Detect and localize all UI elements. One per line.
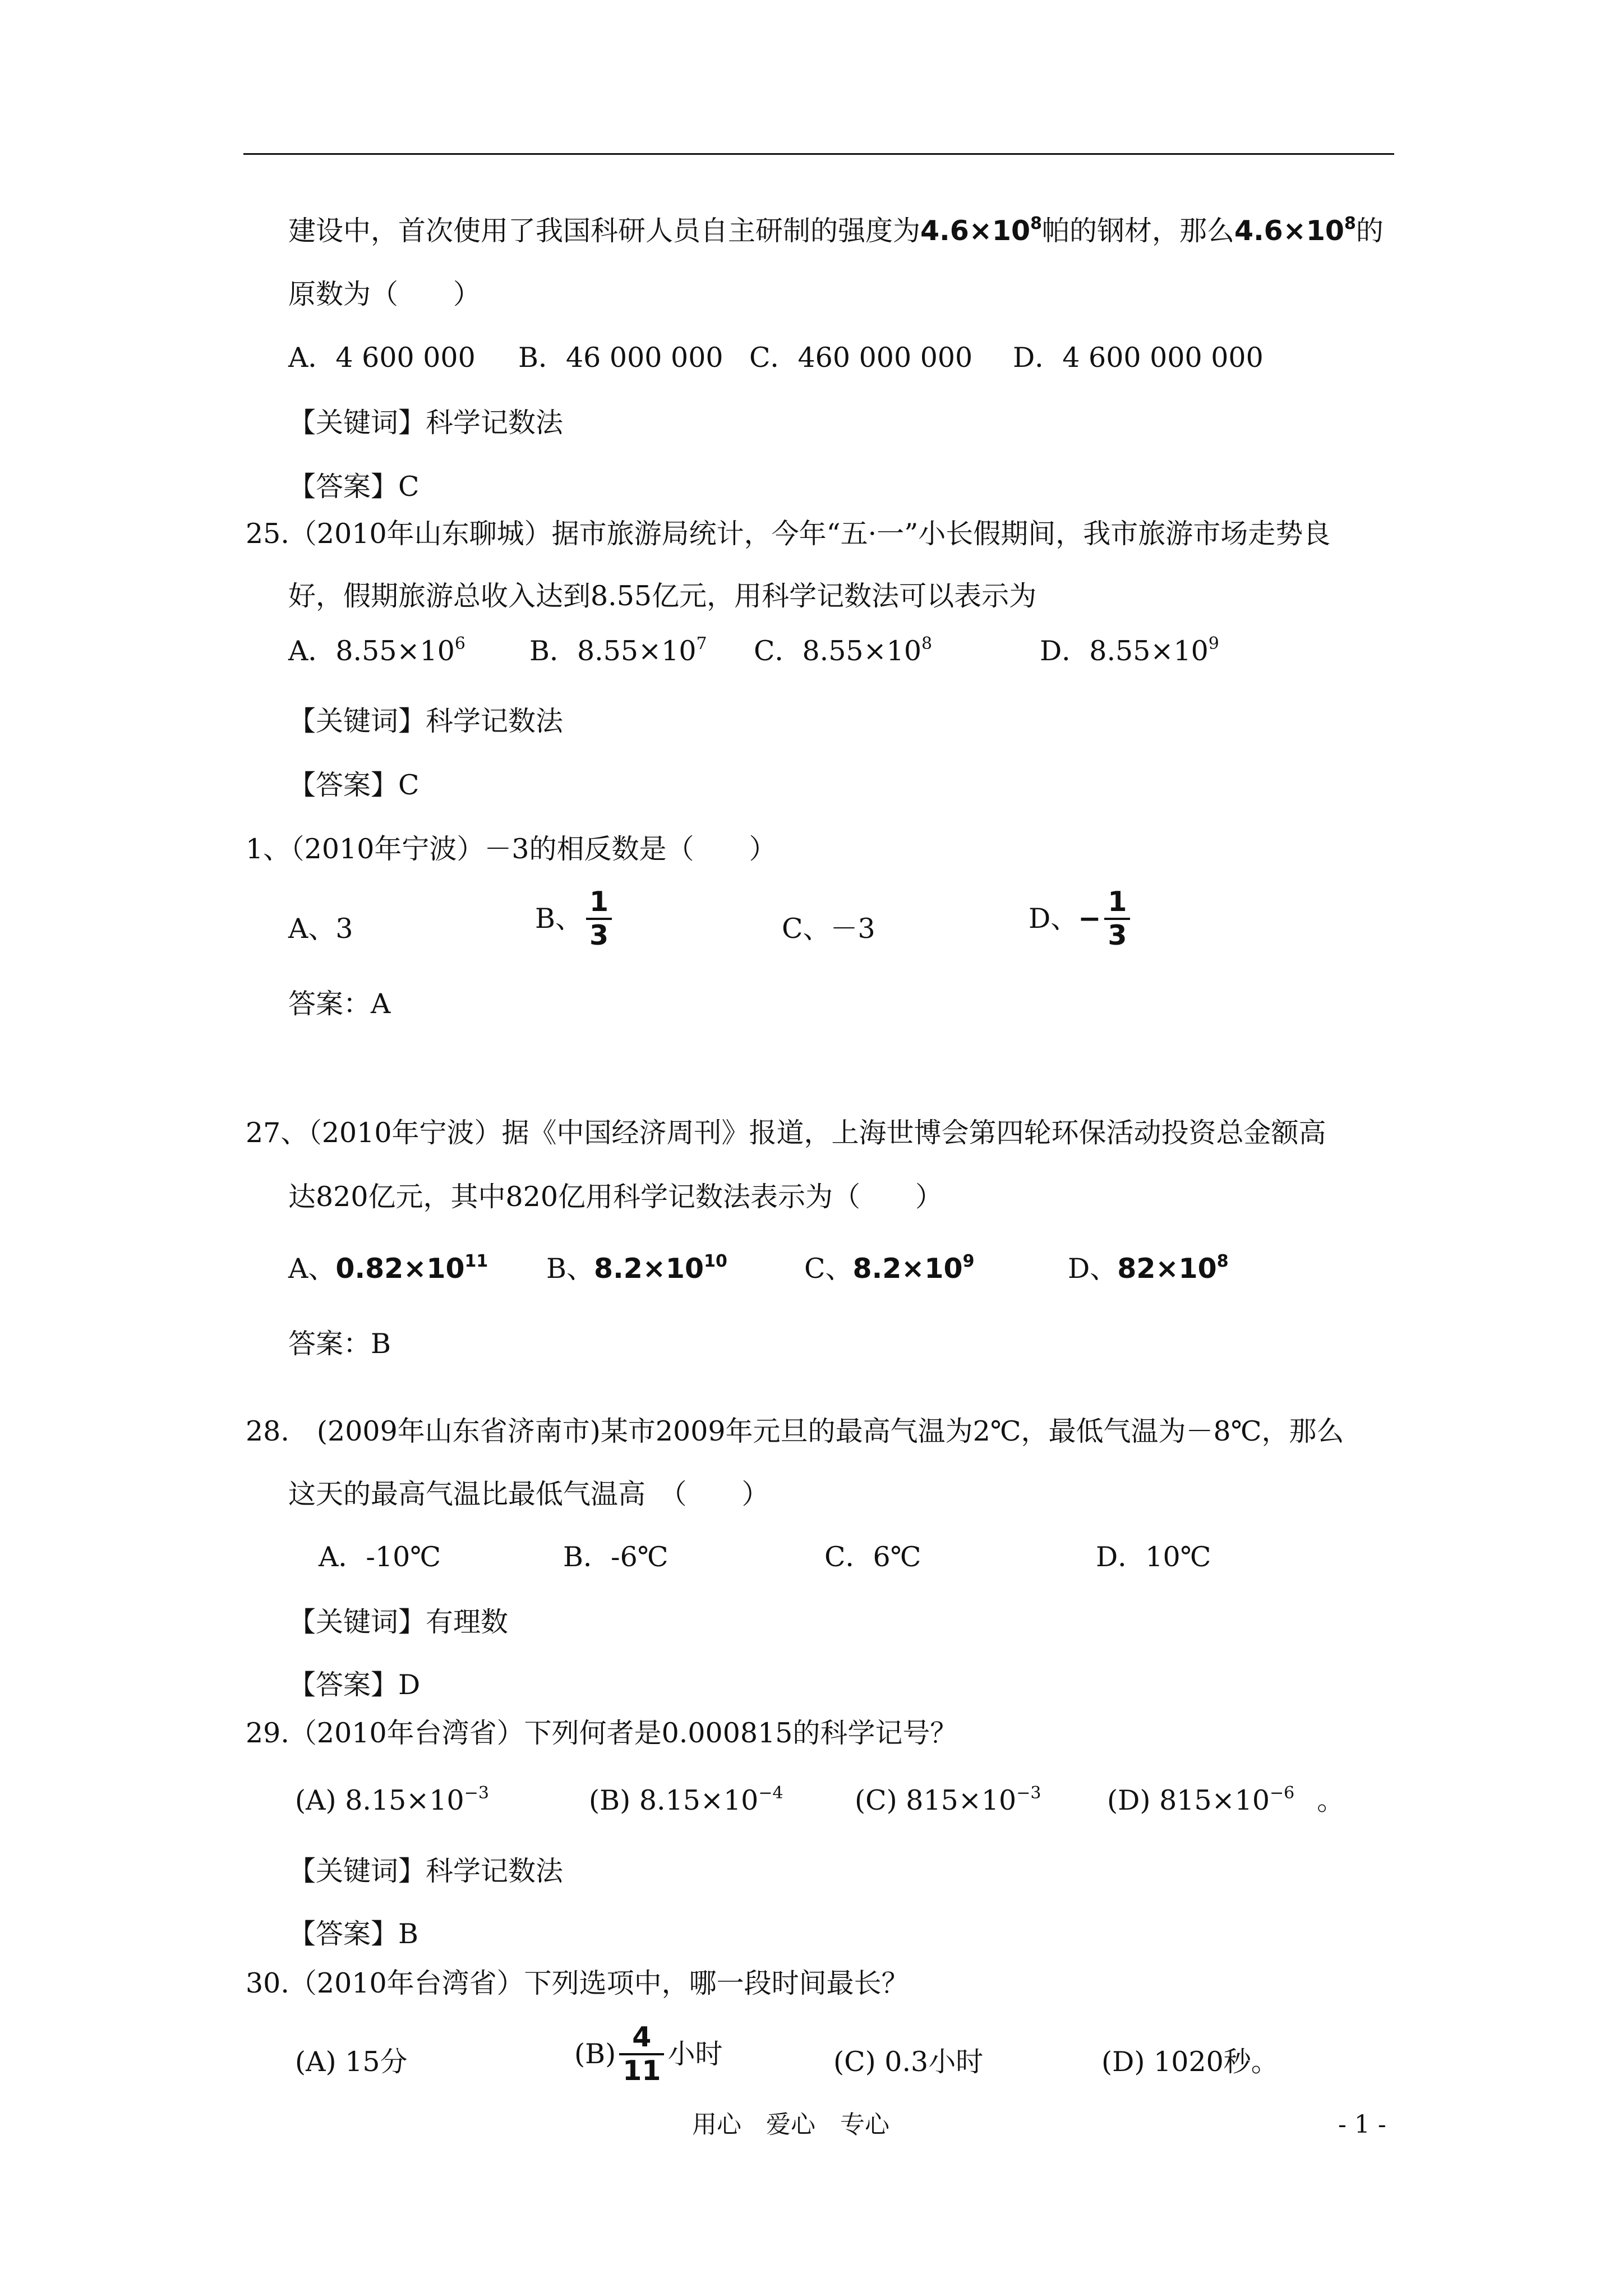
q25-option-b: B．$8.55\times 10^7$	[529, 634, 707, 667]
q29-option-d: (D) $815\times 10^{-6}$ 。	[1107, 1783, 1345, 1816]
q27-line2: 达820亿元，其中820亿用科学记数法表示为（ ）	[288, 1181, 943, 1213]
q25-option-a: A．$8.55\times 10^6$	[288, 634, 465, 667]
q27-line1: 27、（2010年宁波）据《中国经济周刊》报道，上海世博会第四轮环保活动投资总金额高	[246, 1117, 1326, 1149]
q30-option-d: (D) 1020秒。	[1101, 2046, 1279, 2078]
q28-option-c: C．6℃	[824, 1541, 921, 1573]
q24-line1: 建设中，首次使用了我国科研人员自主研制的强度为$4.6\times 10^8$帕的钢材，那么$4.6\times 10^8$的	[288, 214, 1384, 247]
q25-option-c: C．$8.55\times 10^8$	[754, 634, 933, 667]
q27-option-c: C、$8.2\times 10^9$	[804, 1251, 975, 1285]
q29-option-b: (B) $8.15\times 10^{-4}$	[589, 1783, 783, 1816]
q29-answer: 【答案】B	[288, 1918, 419, 1950]
q29-option-c: (C) $815\times 10^{-3}$	[855, 1783, 1041, 1816]
q25-option-d: D．$8.55\times 10^9$	[1040, 634, 1219, 667]
q24-line2: 原数为（ ）	[288, 278, 481, 310]
q27-option-a: A、$0.82\times 10^{11}$	[288, 1251, 488, 1285]
q26-answer: 答案：A	[288, 988, 391, 1020]
q24-option-a: A．4 600 000	[288, 342, 476, 374]
q30-option-a: (A) 15分	[295, 2046, 408, 2078]
q26-line1: 1、（2010年宁波）－3的相反数是（ ）	[246, 833, 777, 865]
q24-value2: $4.6\times 10^8$	[1234, 214, 1356, 247]
q27-option-b: B、$8.2\times 10^{10}$	[546, 1251, 727, 1285]
q25-keyword: 【关键词】科学记数法	[288, 705, 564, 737]
q24-option-d: D．4 600 000 000	[1013, 342, 1264, 374]
header-rule	[243, 153, 1394, 155]
q26-option-d: D、− $\frac{1}{3}$	[1029, 886, 1133, 951]
q28-option-d: D．10℃	[1096, 1541, 1211, 1573]
q29-option-a: (A) $8.15\times 10^{-3}$	[295, 1783, 489, 1816]
fraction-neg-one-third: $\frac{1}{3}$	[1104, 886, 1130, 951]
q29-keyword: 【关键词】科学记数法	[288, 1855, 564, 1887]
q30-option-c: (C) 0.3小时	[833, 2046, 984, 2078]
q28-keyword: 【关键词】有理数	[288, 1606, 509, 1638]
q24-value1: $4.6\times 10^8$	[920, 214, 1042, 247]
q24-option-b: B．46 000 000	[518, 342, 723, 374]
page-number: - 1 -	[1338, 2110, 1386, 2139]
fraction-four-elevenths: $\frac{4}{11}$	[619, 2022, 664, 2087]
fraction-one-third: $\frac{1}{3}$	[586, 886, 612, 951]
q28-answer: 【答案】D	[288, 1669, 421, 1701]
q28-line2: 这天的最高气温比最低气温高 （ ）	[288, 1478, 769, 1510]
q27-option-d: D、$82\times 10^8$	[1068, 1251, 1229, 1285]
q26-option-c: C、－3	[782, 913, 875, 945]
q24-keyword: 【关键词】科学记数法	[288, 407, 564, 439]
q28-option-a: A．-10℃	[319, 1541, 441, 1573]
q30-option-b: (B) $\frac{4}{11}$ 小时	[574, 2021, 723, 2087]
q29-line1: 29.（2010年台湾省）下列何者是0.000815的科学记号？	[246, 1717, 958, 1749]
q27-answer: 答案：B	[288, 1328, 391, 1360]
q24-option-c: C．460 000 000	[749, 342, 973, 374]
q26-option-b: B、 $\frac{1}{3}$	[535, 886, 615, 951]
footer-motto: 用心 爱心 专心	[692, 2110, 889, 2139]
q28-line1: 28. (2009年山东省济南市)某市2009年元旦的最高气温为2℃，最低气温为－8℃，那么	[246, 1415, 1344, 1447]
q26-option-a: A、3	[288, 913, 353, 945]
q30-line1: 30.（2010年台湾省）下列选项中，哪一段时间最长？	[246, 1967, 909, 1999]
q25-line1: 25.（2010年山东聊城）据市旅游局统计，今年“五·一”小长假期间，我市旅游市场走势良	[246, 518, 1331, 550]
q25-line2: 好，假期旅游总收入达到8.55亿元，用科学记数法可以表示为	[288, 580, 1037, 612]
q28-option-b: B．-6℃	[563, 1541, 668, 1573]
q25-answer: 【答案】C	[288, 769, 419, 801]
q24-answer: 【答案】C	[288, 471, 419, 503]
